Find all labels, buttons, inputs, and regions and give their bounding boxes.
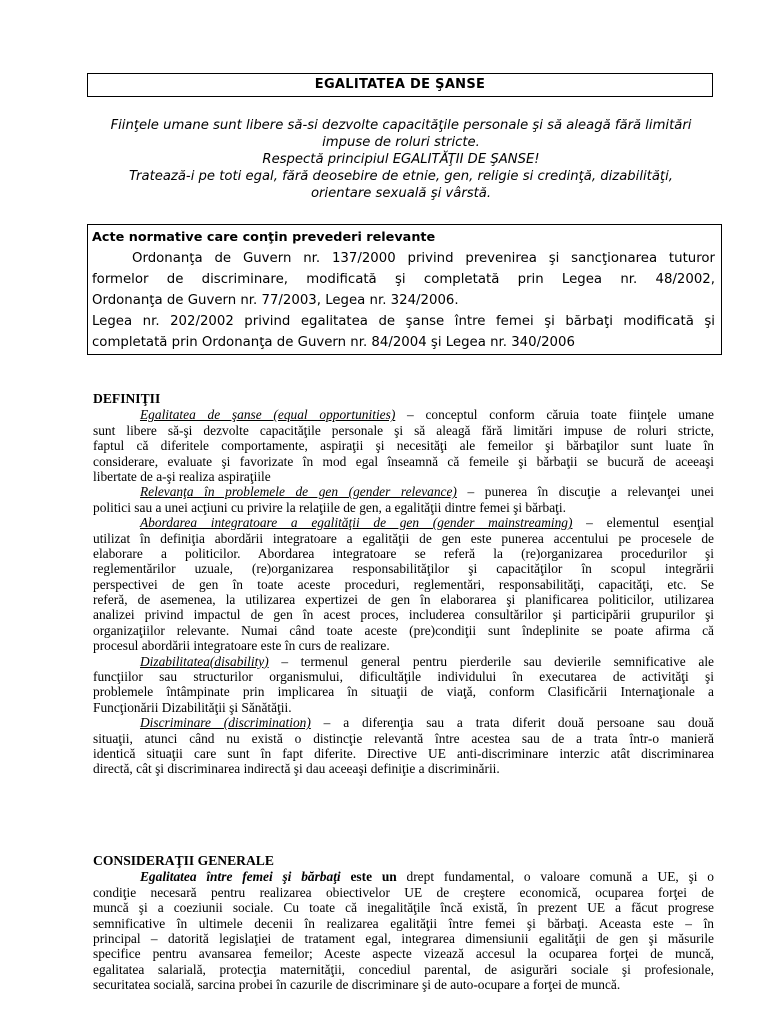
definition-term: Abordarea integratoare a egalităţii de gen (gender mainstreaming) <box>140 515 573 531</box>
definition-line: funcţiilor sau structurilor organismului, dificultăţile individului în executarea de activităţi şi <box>93 669 714 685</box>
general-line: semnificative în ultimele decenii în realizarea egalităţii între femei şi bărbaţi. Aceasta este – în <box>93 915 714 931</box>
general-considerations-heading: CONSIDERAŢII GENERALE <box>93 853 274 868</box>
general-considerations-section <box>93 853 714 993</box>
definition-line: procesul abordării integratoare este în curs de realizare. <box>93 638 390 654</box>
definition-first-line <box>93 484 714 499</box>
definition-line: directă, cât şi discriminarea indirectă şi dau aceeaşi definiţie a discriminării. <box>93 761 500 777</box>
definition-line: elaborare a politicilor. Abordarea integratoare se referă la (re)organizarea procedurilor şi <box>93 545 714 561</box>
general-text: drept fundamental, o valoare comună a UE, şi o <box>396 869 714 885</box>
intro-line: Fiinţele umane sunt libere să-si dezvolte capacităţile personale şi să aleagă fără limitări <box>110 118 692 133</box>
definition-line: perspectivei de gen în toate aceste proceduri, reglementări, responsabilităţi, capacităţi, etc. Se <box>93 576 714 592</box>
definition-line: politici sau a unei acţiuni cu privire la relaţiile de gen, a egalităţii dintre femei şi bărbaţi. <box>93 499 566 515</box>
definition-text: – termenul general pentru pierderile sau devierile semnificative ale <box>268 653 714 669</box>
general-line: specifice pentru avansarea femeilor; Aceste aspecte vizează accesul la ocuparea forţei de muncă, <box>93 946 714 962</box>
general-line: muncă şi a coeziunii sociale. Cu toate că inegalităţile încă există, în prezent UE a făcut progrese <box>93 900 714 916</box>
definition-term: Egalitatea de şanse (equal opportunities) <box>140 407 396 423</box>
definitions-heading: DEFINIŢII <box>93 391 161 406</box>
definition-line: situaţii, atunci când nu există o distincţie relevantă între acestea sau de a trata într-o manieră <box>93 730 714 746</box>
definition-line: faptul că diferitele comportamente, aspiraţii şi necesităţi ale femeilor şi bărbaţilor sunt luate în <box>93 438 714 454</box>
general-line: securitatea socială, sarcina probei în cazurile de discriminare şi de auto-ocupare a forţei de muncă. <box>93 977 621 993</box>
definition-line: sunt libere să-şi dezvolte capacităţile personale şi să aleagă fără limitări impuse de roluri stricte, <box>93 422 714 438</box>
intro-line: impuse de roluri stricte. <box>322 135 480 150</box>
legal-act-line: Ordonanţa de Guvern nr. 77/2003, Legea nr. 324/2006. <box>92 293 459 308</box>
definition-first-line <box>93 654 714 669</box>
definition-text: – punerea în discuţie a relevanţei unei <box>456 484 714 500</box>
legal-act-line: Ordonanţa de Guvern nr. 137/2000 privind prevenirea şi sancţionarea tuturor <box>132 251 715 266</box>
definition-first-line <box>93 715 714 730</box>
general-line: egalitatea salarială, protecţia maternităţii, concediul parental, de asigurări sociale şi profesionale, <box>93 961 714 977</box>
definition-line: organizaţiilor relevante. Numai când toate aceste (pre)condiţii sunt îndeplinite se poate afirma că <box>93 622 714 638</box>
definition-text: – a diferenţia sau a trata diferit două persoane sau două <box>310 715 714 731</box>
legal-acts-box <box>87 224 722 355</box>
definition-line: identică situaţii care sunt în fapt diferite. Directive UE anti-discriminare interzic atât discriminarea <box>93 746 714 761</box>
definition-line: considerare, evaluate şi favorizate în mod egal înseamnă că femeile şi bărbaţii se bucură de aceeaşi <box>93 453 714 469</box>
emphasis-text: Egalitatea între femei şi bărbaţi <box>140 869 341 885</box>
intro-line: orientare sexuală şi vârstă. <box>310 186 492 201</box>
legal-act-line: Legea nr. 202/2002 privind egalitatea de şanse între femei şi bărbaţi modificată şi <box>92 314 715 329</box>
definition-line: utilizat în definiţia abordării integratoare a egalităţii de gen este punerea accentului pe procesele de <box>93 530 714 546</box>
legal-acts-heading: Acte normative care conţin prevederi relevante <box>92 230 436 245</box>
definition-term: Discriminare (discrimination) <box>140 715 311 731</box>
definition-line: reglementărilor uzuale, (re)organizarea responsabilităţilor şi capacităţilor în scopul integrării <box>93 561 714 577</box>
document-title: EGALITATEA DE ŞANSE <box>87 73 713 97</box>
intro-line: Respectă principiul EGALITĂŢII DE ŞANSE! <box>262 152 540 167</box>
definition-first-line <box>93 515 714 530</box>
definition-first-line <box>93 407 714 422</box>
legal-act-line: formelor de discriminare, modificată şi completată prin Legea nr. 48/2002, <box>92 272 715 287</box>
definition-term: Dizabilitatea(disability) <box>140 653 269 669</box>
general-line: condiţie necesară pentru realizarea obiectivelor UE de creştere economică, ocuparea forţei de <box>93 884 714 900</box>
definition-line: Funcţionării Dizabilităţii şi Sănătăţii. <box>93 699 292 715</box>
definition-line: libertate de a-şi realiza aspiraţiile <box>93 468 271 484</box>
general-first-line <box>93 869 714 884</box>
definitions-section <box>93 391 714 777</box>
general-line: principal – datorită legislaţiei de tratament egal, integrarea dimensiunii egalităţii de gen şi măsurile <box>93 930 714 946</box>
definition-term: Relevanţa în problemele de gen (gender relevance) <box>140 484 457 500</box>
intro-slogan <box>96 117 706 202</box>
definition-line: problemele întâmpinate prin implicarea în situaţii de viaţă, conform Clasificării Internaţionale a <box>93 684 714 700</box>
intro-line: Tratează-i pe toti egal, fără deosebire de etnie, gen, religie si credinţă, dizabilităţi, <box>129 169 673 184</box>
definition-text: – conceptul conform căruia toate fiinţele umane <box>395 407 714 423</box>
definition-text: – elementul esenţial <box>572 515 714 531</box>
legal-act-line: completată prin Ordonanţa de Guvern nr. 84/2004 şi Legea nr. 340/2006 <box>92 335 575 350</box>
emphasis-text: este un <box>340 869 397 885</box>
definition-line: analizei privind impactul de gen în acest proces, includerea consultărilor şi participării grupurilor şi <box>93 607 714 623</box>
definition-line: referă, de asemenea, la utilizarea expertizei de gen în elaborarea şi planificarea politicilor, utilizarea <box>93 592 714 608</box>
